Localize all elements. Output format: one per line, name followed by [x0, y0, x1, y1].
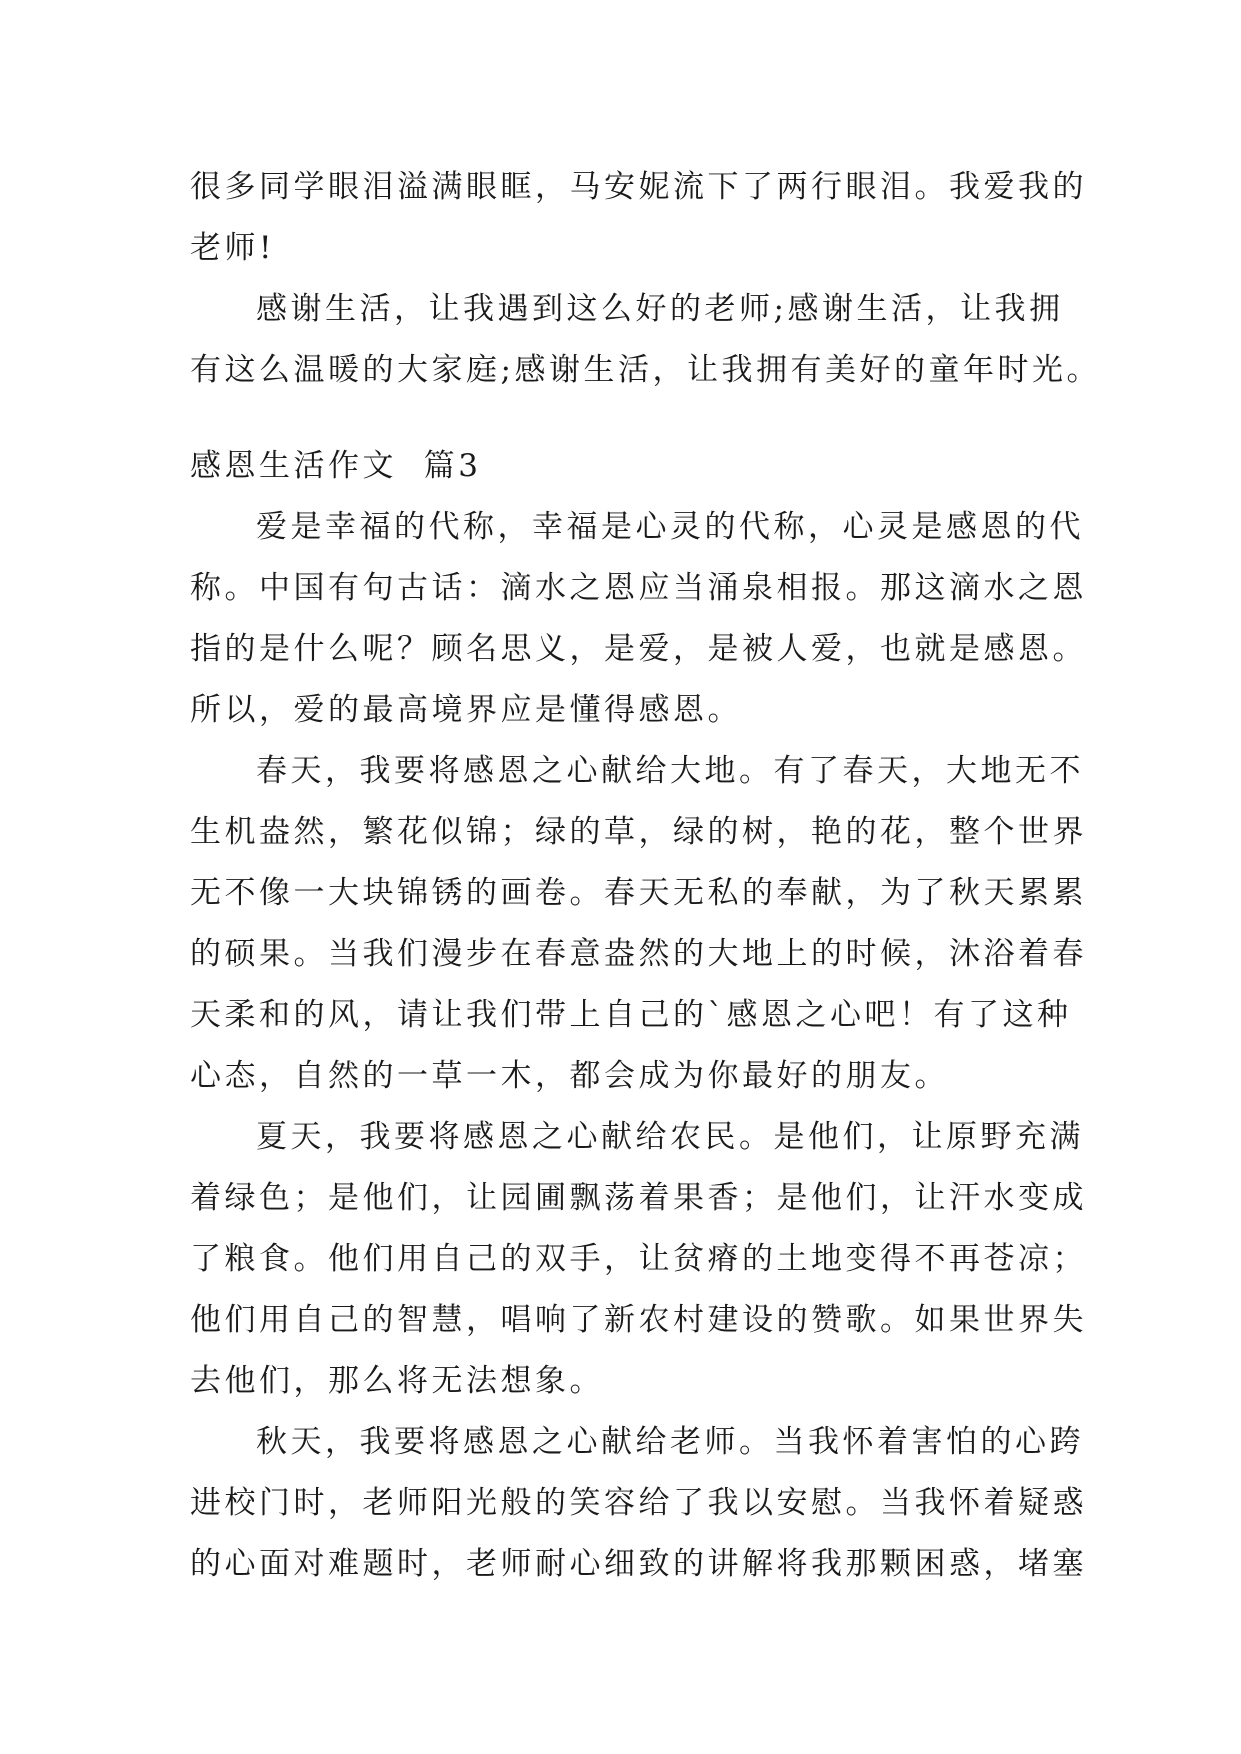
text-line: 的硕果。当我们漫步在春意盎然的大地上的时候，沐浴着春	[190, 936, 1087, 972]
text-line: 称。中国有句古话：滴水之恩应当涌泉相报。那这滴水之恩	[190, 570, 1087, 606]
text-line: 天柔和的风，请让我们带上自己的`感恩之心吧！有了这种	[190, 997, 1072, 1033]
text-line: 无不像一大块锦锈的画卷。春天无私的奉献，为了秋天累累	[190, 875, 1087, 911]
text-line: 夏天，我要将感恩之心献给农民。是他们，让原野充满	[256, 1119, 1084, 1155]
document-body	[190, 157, 1101, 1595]
text-line: 春天，我要将感恩之心献给大地。有了春天，大地无不	[256, 753, 1084, 789]
text-line: 爱是幸福的代称，幸福是心灵的代称，心灵是感恩的代	[256, 509, 1084, 545]
text-line: 生机盎然，繁花似锦；绿的草，绿的树，艳的花，整个世界	[190, 814, 1087, 850]
text-line: 心态，自然的一草一木，都会成为你最好的朋友。	[190, 1058, 949, 1094]
section-spacer	[190, 401, 1060, 436]
text-line: 的心面对难题时，老师耐心细致的讲解将我那颗困惑，堵塞	[190, 1546, 1087, 1582]
paragraph	[190, 741, 1087, 1107]
paragraph	[190, 1107, 1087, 1412]
paragraph	[190, 157, 1087, 279]
paragraph	[190, 497, 1087, 741]
text-line: 他们用自己的智慧，唱响了新农村建设的赞歌。如果世界失	[190, 1302, 1087, 1338]
text-line: 进校门时，老师阳光般的笑容给了我以安慰。当我怀着疑惑	[190, 1485, 1087, 1521]
text-line: 老师!	[190, 230, 275, 266]
text-line: 去他们，那么将无法想象。	[190, 1363, 604, 1399]
text-line: 感谢生活，让我遇到这么好的老师;感谢生活，让我拥	[256, 291, 1064, 327]
text-line: 很多同学眼泪溢满眼眶，马安妮流下了两行眼泪。我爱我的	[190, 169, 1087, 205]
text-line: 着绿色；是他们，让园圃飘荡着果香；是他们，让汗水变成	[190, 1180, 1087, 1216]
text-line: 指的是什么呢？顾名思义，是爱，是被人爱，也就是感恩。	[190, 631, 1087, 667]
section-title: 感恩生活作文 篇3	[190, 448, 482, 484]
paragraph	[190, 279, 1101, 401]
text-line: 了粮食。他们用自己的双手，让贫瘠的土地变得不再苍凉；	[190, 1241, 1087, 1277]
text-line: 秋天，我要将感恩之心献给老师。当我怀着害怕的心跨	[256, 1424, 1084, 1460]
paragraph	[190, 1412, 1087, 1595]
text-line: 有这么温暖的大家庭;感谢生活，让我拥有美好的童年时光。	[190, 352, 1101, 388]
text-line: 所以，爱的最高境界应是懂得感恩。	[190, 692, 742, 728]
